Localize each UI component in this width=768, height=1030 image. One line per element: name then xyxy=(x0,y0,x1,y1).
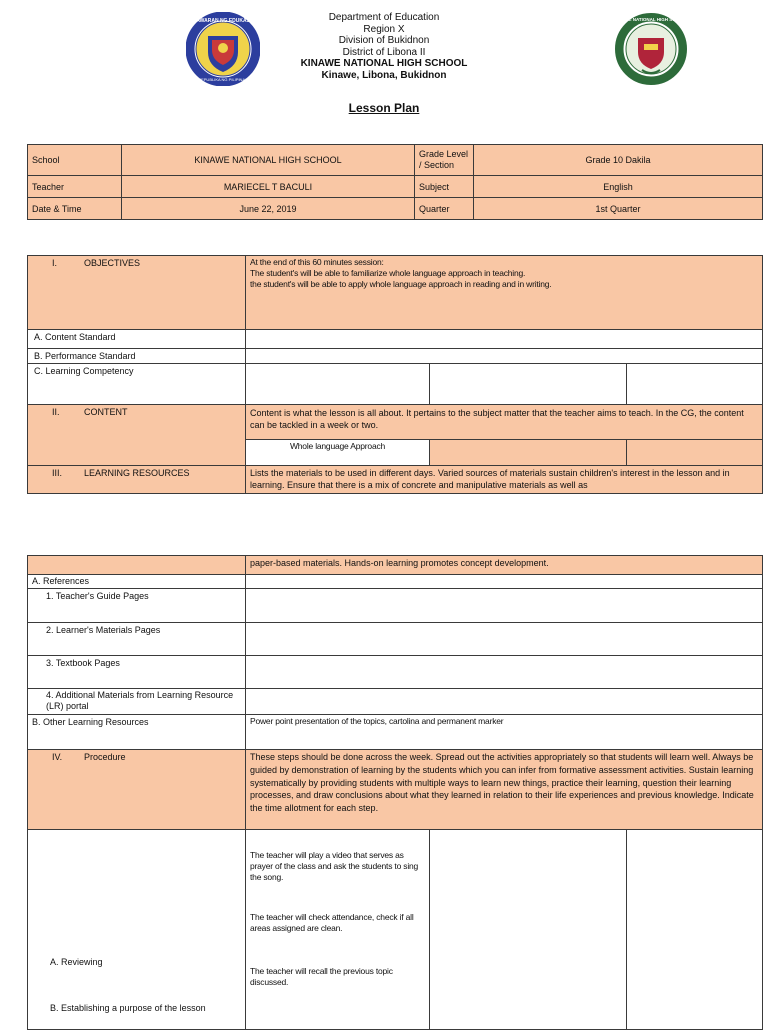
teachers-guide-value xyxy=(246,589,763,623)
resources-cont-text: paper-based materials. Hands-on learning promotes concept development. xyxy=(246,556,763,575)
textbook-value xyxy=(246,656,763,689)
other-resources-label: B. Other Learning Resources xyxy=(28,715,246,750)
grade-label: Grade Level / Section xyxy=(415,145,474,176)
resources-heading xyxy=(28,466,246,494)
procedure-steps-labels xyxy=(28,830,246,1030)
procedure-steps-cell-2 xyxy=(430,830,627,1030)
header-school-name: KINAWE NATIONAL HIGH SCHOOL xyxy=(300,58,468,70)
header-line-district: District of Libona II xyxy=(342,46,426,58)
school-seal-icon xyxy=(614,12,688,86)
content-topic-cell-2 xyxy=(430,440,627,466)
learners-materials-label: 2. Learner's Materials Pages xyxy=(28,623,246,656)
references-value xyxy=(246,575,763,589)
learning-competency-cell-1 xyxy=(246,364,430,405)
resources-label: LEARNING RESOURCES xyxy=(84,468,190,478)
quarter-label: Quarter xyxy=(415,198,474,220)
learning-competency-cell-3 xyxy=(627,364,763,405)
other-resources-value: Power point presentation of the topics, cartolina and permanent marker xyxy=(246,715,763,750)
learners-materials-value xyxy=(246,623,763,656)
subject-value: English xyxy=(474,176,763,198)
objectives-line-3: the student's will be able to apply whole language approach in reading and in writing. xyxy=(250,279,552,289)
procedure-steps-cell-1 xyxy=(246,830,430,1030)
content-topic-cell-3 xyxy=(627,440,763,466)
resources-cont-label xyxy=(28,556,246,575)
objectives-heading xyxy=(28,256,246,330)
references-label: A. References xyxy=(28,575,246,589)
additional-materials-value xyxy=(246,689,763,715)
content-standard-value xyxy=(246,330,763,349)
lesson-info-table xyxy=(27,144,763,220)
teacher-label: Teacher xyxy=(28,176,122,198)
content-standard-label: A. Content Standard xyxy=(28,330,246,349)
content-heading xyxy=(28,405,246,466)
textbook-label: 3. Textbook Pages xyxy=(28,656,246,689)
resources-text: Lists the materials to be used in different days. Varied sources of materials sustain children's interest in the lesson and in learning. Ensure that there is a mix of concrete and manipulative materials as well as xyxy=(246,466,763,494)
resources-num: III. xyxy=(52,468,63,478)
step-prayer: The teacher will play a video that serves as prayer of the class and ask the students to sing the song. xyxy=(250,850,419,882)
step-recall: The teacher will recall the previous topic discussed. xyxy=(250,966,393,987)
teacher-value: MARIECEL T BACULI xyxy=(122,176,415,198)
learning-competency-cell-2 xyxy=(430,364,627,405)
objectives-line-1: At the end of this 60 minutes session: xyxy=(250,257,384,267)
procedure-text: These steps should be done across the week. Spread out the activities appropriately so that students will learn well. Always be guided by demonstration of learning by the students which you can infer from formative assessment activities. Sustain learning systematically by providing students with multiple ways to learn new things, practice their learning, question their learning processes, and draw conclusions about what they learned in relation to their life experiences and previous knowledge. Indicate the time allotment for each step. xyxy=(246,750,763,830)
procedure-heading xyxy=(28,750,246,830)
page-title: Lesson Plan xyxy=(348,101,420,115)
school-logo-text: KINAWE NATIONAL HIGH SCHOOL xyxy=(614,17,688,22)
school-label: School xyxy=(28,145,122,176)
document-header xyxy=(234,12,534,82)
header-line-region: Region X xyxy=(363,23,405,35)
content-num: II. xyxy=(52,407,60,417)
date-value: June 22, 2019 xyxy=(122,198,415,220)
date-label: Date & Time xyxy=(28,198,122,220)
school-logo xyxy=(614,12,688,86)
objectives-num: I. xyxy=(52,258,58,268)
performance-standard-value xyxy=(246,349,763,364)
teachers-guide-label: 1. Teacher's Guide Pages xyxy=(28,589,246,623)
grade-value: Grade 10 Dakila xyxy=(474,145,763,176)
procedure-steps-cell-3 xyxy=(627,830,763,1030)
performance-standard-label: B. Performance Standard xyxy=(28,349,246,364)
header-address: Kinawe, Libona, Bukidnon xyxy=(321,69,447,81)
deped-logo-subtext: REPUBLIKA NG PILIPINAS xyxy=(198,77,248,82)
lesson-plan-table-2 xyxy=(27,555,763,1030)
content-label: CONTENT xyxy=(84,407,128,417)
quarter-value: 1st Quarter xyxy=(474,198,763,220)
objectives-label: OBJECTIVES xyxy=(84,258,141,268)
school-value: KINAWE NATIONAL HIGH SCHOOL xyxy=(122,145,415,176)
establishing-label: B. Establishing a purpose of the lesson xyxy=(50,1003,206,1013)
deped-logo-text: KAGAWARAN NG EDUKASYON xyxy=(186,18,260,24)
content-topic: Whole language Approach xyxy=(246,440,430,466)
lesson-plan-table-1 xyxy=(27,255,763,494)
subject-label: Subject xyxy=(415,176,474,198)
reviewing-label: A. Reviewing xyxy=(50,957,103,967)
learning-competency-label: C. Learning Competency xyxy=(28,364,246,405)
header-line-department: Department of Education xyxy=(328,12,440,23)
procedure-num: IV. xyxy=(52,752,63,762)
objectives-line-2: The student's will be able to familiarize whole language approach in teaching. xyxy=(250,268,526,278)
additional-materials-label: 4. Additional Materials from Learning Resource (LR) portal xyxy=(28,689,246,715)
header-line-division: Division of Bukidnon xyxy=(338,35,430,47)
objectives-text xyxy=(246,256,763,330)
procedure-label: Procedure xyxy=(84,752,126,762)
step-attendance: The teacher will check attendance, check if all areas assigned are clean. xyxy=(250,912,414,933)
content-text: Content is what the lesson is all about. It pertains to the subject matter that the teacher aims to teach. In the CG, the content can be tackled in a week or two. xyxy=(246,405,763,440)
